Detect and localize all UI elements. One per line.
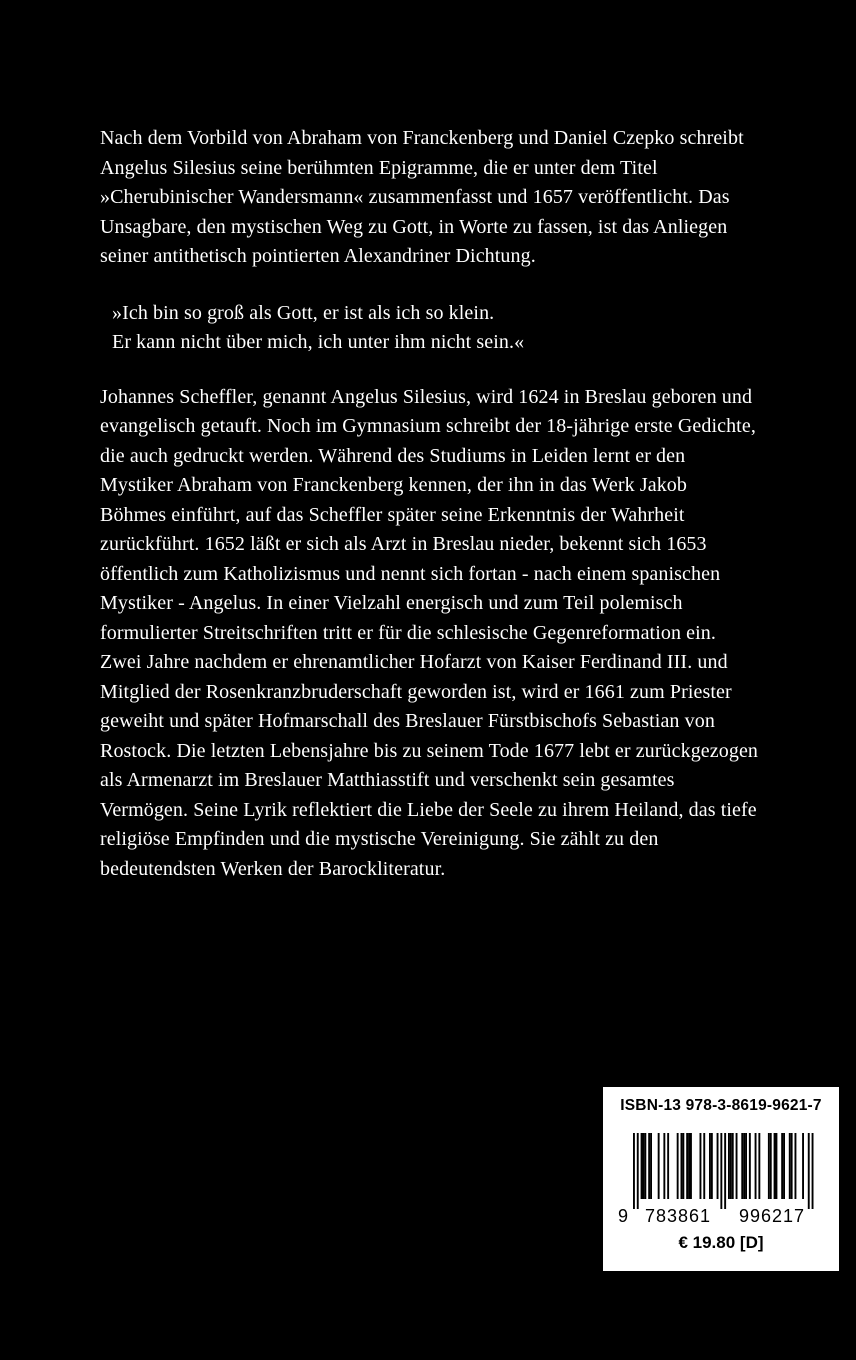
barcode-bar xyxy=(717,1133,719,1199)
barcode-bar xyxy=(795,1133,797,1199)
barcode-bar xyxy=(633,1133,635,1209)
barcode-bar xyxy=(768,1133,770,1199)
back-cover-text xyxy=(100,124,800,884)
barcode-bar xyxy=(802,1133,804,1199)
barcode-bar xyxy=(776,1133,778,1199)
barcode-right-digits: 996217 xyxy=(738,1206,806,1225)
barcode-bar xyxy=(711,1133,713,1199)
barcode-bar xyxy=(677,1133,679,1199)
barcode-bar xyxy=(770,1133,772,1199)
barcode-bar xyxy=(641,1133,643,1199)
barcode-bar xyxy=(808,1133,810,1209)
barcode-bar xyxy=(709,1133,711,1199)
barcode-bar xyxy=(728,1133,730,1199)
barcode-bar xyxy=(745,1133,747,1199)
barcode-bar xyxy=(703,1133,705,1199)
barcode-bar xyxy=(743,1133,745,1199)
barcode-bar xyxy=(690,1133,692,1199)
epigram-quote xyxy=(100,299,800,358)
intro-paragraph: Nach dem Vorbild von Abraham von Franckenberg und Daniel Czepko schreibt Angelus Silesius seine berühmten Epigramme, die er unter dem Titel »Cherubinischer Wandersmann« zusammenfasst und 1657 veröffentlicht. Das Unsagbare, den mystischen Weg zu Gott, in Worte zu fassen, ist das Anliegen seiner antithetisch pointierten Alexandriner Dichtung. xyxy=(100,127,744,267)
barcode-left-digits: 783861 xyxy=(644,1206,712,1225)
barcode-bar xyxy=(682,1133,684,1199)
isbn-barcode-label xyxy=(603,1087,839,1271)
barcode-bar xyxy=(648,1133,650,1199)
barcode-first-digit: 9 xyxy=(617,1206,629,1225)
isbn-number: ISBN-13 978-3-8619-9621-7 xyxy=(620,1097,822,1114)
barcode-bar xyxy=(663,1133,665,1199)
barcode-bar xyxy=(667,1133,669,1199)
barcode-bar xyxy=(791,1133,793,1199)
price-label: € 19.80 [D] xyxy=(678,1233,764,1252)
barcode-bar xyxy=(658,1133,660,1199)
barcode-bar xyxy=(736,1133,738,1199)
barcode-bar xyxy=(724,1133,726,1209)
barcode-bar xyxy=(730,1133,732,1199)
barcode-bar xyxy=(732,1133,734,1199)
barcode-bar xyxy=(644,1133,646,1199)
barcode-bar xyxy=(758,1133,760,1199)
barcode-graphic xyxy=(617,1131,823,1225)
barcode-bar xyxy=(700,1133,702,1199)
barcode-bar xyxy=(637,1133,639,1209)
biography-paragraph: Johannes Scheffler, genannt Angelus Silesius, wird 1624 in Breslau geboren und evangelisch getauft. Noch im Gymnasium schreibt der 18-jährige erste Gedichte, die auch gedruckt werden. Während des Studiums in Leiden lernt er den Mystiker Abraham von Franckenberg kennen, der ihn in das Werk Jakob Böhmes einführt, auf das Scheffler später seine Erkenntnis der Wahrheit zurückführt. 1652 läßt er sich als Arzt in Breslau nieder, bekennt sich 1653 öffentlich zum Katholizismus und nennt sich fortan - nach einem spanischen Mystiker - Angelus. In einer Vielzahl energisch und zum Teil polemisch formulierter Streitschriften tritt er für die schlesische Gegenreformation ein. Zwei Jahre nachdem er ehrenamtlicher Hofarzt von Kaiser Ferdinand III. und Mitglied der Rosenkranzbruderschaft geworden ist, wird er 1661 zum Priester geweiht und später Hofmarschall des Breslauer Fürstbischofs Sebastian von Rostock. Die letzten Lebensjahre bis zu seinem Tode 1677 lebt er zurückgezogen als Armenarzt im Breslauer Matthiasstift und verschenkt sein gesamtes Vermögen. Seine Lyrik reflektiert die Liebe der Seele zu ihrem Heiland, das tiefe religiöse Empfinden und die mystische Vereinigung. Sie zählt zu den bedeutendsten Werken der Barockliteratur. xyxy=(100,385,759,880)
barcode-bar xyxy=(749,1133,751,1199)
barcode-bar xyxy=(741,1133,743,1199)
barcode-bar xyxy=(755,1133,757,1199)
barcode-bar xyxy=(720,1133,722,1209)
barcode-bar xyxy=(812,1133,814,1209)
quote-line-2: Er kann nicht über mich, ich unter ihm nicht sein.« xyxy=(112,331,525,353)
barcode-bar xyxy=(650,1133,652,1199)
quote-line-1: »Ich bin so groß als Gott, er ist als ich so klein. xyxy=(112,301,495,324)
barcode-bar xyxy=(789,1133,791,1199)
barcode-bars xyxy=(633,1133,814,1209)
barcode-bar xyxy=(783,1133,785,1199)
barcode-bar xyxy=(686,1133,688,1199)
barcode-bar xyxy=(643,1133,645,1199)
barcode-bar xyxy=(681,1133,683,1199)
barcode-bar xyxy=(688,1133,690,1199)
barcode-bar xyxy=(781,1133,783,1199)
barcode-bar xyxy=(774,1133,776,1199)
